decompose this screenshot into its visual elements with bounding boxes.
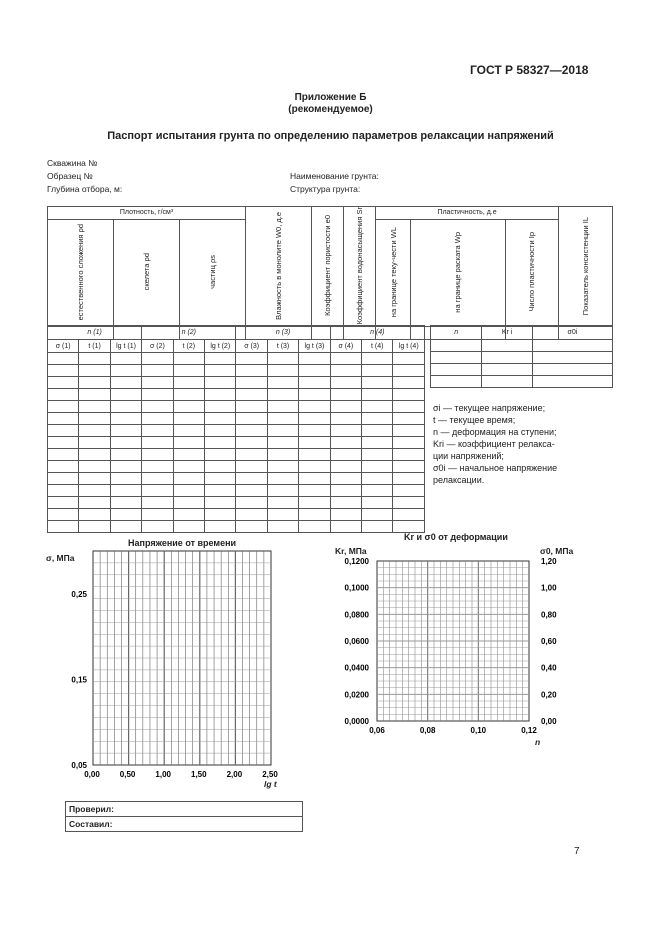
annex-title: Приложение Б bbox=[294, 92, 367, 103]
table-row bbox=[48, 473, 425, 485]
chart2-ylabel-left: Kr, МПа bbox=[335, 546, 367, 556]
chart2-ylabel-right: σ0, МПа bbox=[540, 546, 574, 556]
props-col-porosity: Коэффициент пористости e0 bbox=[311, 207, 343, 327]
chart1-ylabel: σ, МПа bbox=[46, 553, 75, 563]
chart1-xlabel: lg t bbox=[264, 779, 277, 789]
y-tick-label-left: 0,0200 bbox=[344, 690, 369, 700]
col-sigma2: σ (2) bbox=[142, 340, 173, 353]
field-depth: Глубина отбора, м: bbox=[47, 184, 123, 194]
props-col-particle-density: частиц ρs bbox=[180, 219, 246, 326]
table-row bbox=[48, 353, 425, 365]
y-tick-label-left: 0,1200 bbox=[344, 557, 369, 566]
y-tick-label-left: 0,1000 bbox=[344, 583, 369, 593]
legend-line: σi — текущее напряжение; bbox=[433, 403, 546, 413]
y-tick-label-right: 1,20 bbox=[541, 557, 557, 566]
x-tick-label: 0,08 bbox=[419, 726, 436, 735]
y-tick-label-left: 0,0000 bbox=[344, 717, 369, 726]
table-row bbox=[431, 364, 613, 376]
y-tick-label-left: 0,0400 bbox=[344, 663, 369, 673]
chart1-title: Напряжение от времени bbox=[128, 538, 237, 548]
y-tick-label-right: 0,60 bbox=[541, 637, 557, 646]
props-col-plasticity-index: Число пластичности Ip bbox=[505, 219, 558, 326]
x-tick-label: 0,50 bbox=[119, 770, 136, 779]
legend-line: ции напряжений; bbox=[433, 451, 504, 461]
group-n3: n (3) bbox=[236, 326, 330, 340]
chart2-title: Kr и σ0 от деформации bbox=[404, 532, 508, 542]
y-tick-label: 0,05 bbox=[71, 761, 87, 770]
table-row bbox=[48, 401, 425, 413]
col-sigma1: σ (1) bbox=[48, 340, 79, 353]
standard-number: ГОСТ Р 58327—2018 bbox=[470, 63, 589, 77]
props-col-moisture: Влажность в монолите W0, д.е bbox=[246, 207, 312, 327]
table-row bbox=[48, 485, 425, 497]
chart-kr-sigma-deformation bbox=[330, 553, 580, 743]
table-row bbox=[48, 521, 425, 533]
table-row bbox=[48, 377, 425, 389]
kcol-sigma0: σ0i bbox=[532, 326, 612, 340]
table-row bbox=[48, 425, 425, 437]
props-col-liquid-limit: на границе теку-чести WL bbox=[376, 219, 410, 326]
kcol-kr: Kr i bbox=[482, 326, 532, 340]
col-lgt3: lg t (3) bbox=[299, 340, 330, 353]
kcol-n: n bbox=[431, 326, 482, 340]
legend-line: Kri — коэффициент релакса- bbox=[433, 439, 555, 449]
col-t3: t (3) bbox=[267, 340, 298, 353]
annex-subtitle: (рекомендуемое) bbox=[288, 104, 373, 115]
table-row bbox=[431, 340, 613, 352]
y-tick-label: 0,25 bbox=[71, 589, 87, 599]
props-col-consistency: Показатель консистенции IL bbox=[558, 207, 612, 327]
y-tick-label: 0,15 bbox=[71, 675, 87, 685]
props-col-saturation: Коэффициент водонасыщения Sr bbox=[344, 207, 376, 327]
col-t4: t (4) bbox=[362, 340, 393, 353]
chart-stress-time bbox=[40, 545, 300, 795]
props-col-plastic-limit: на границе раската Wp bbox=[410, 219, 505, 326]
legend-line: σ0i — начальное напряжение bbox=[433, 463, 558, 473]
field-sample: Образец № bbox=[47, 171, 93, 181]
col-lgt4: lg t (4) bbox=[393, 340, 425, 353]
doc-title: Паспорт испытания грунта по определению параметров релаксации напряжений bbox=[107, 130, 554, 142]
table-row bbox=[48, 449, 425, 461]
y-tick-label-right: 0,40 bbox=[541, 663, 557, 673]
x-tick-label: 1,50 bbox=[191, 770, 207, 779]
col-sigma3: σ (3) bbox=[236, 340, 267, 353]
signature-table bbox=[65, 801, 303, 832]
legend bbox=[433, 402, 613, 486]
k-table bbox=[430, 325, 613, 388]
col-sigma4: σ (4) bbox=[330, 340, 361, 353]
col-lgt1: lg t (1) bbox=[110, 340, 141, 353]
y-tick-label-right: 0,80 bbox=[541, 610, 557, 620]
legend-line: t — текущее время; bbox=[433, 415, 516, 425]
table-row bbox=[431, 376, 613, 388]
col-t1: t (1) bbox=[79, 340, 110, 353]
group-n2: n (2) bbox=[142, 326, 236, 340]
table-row bbox=[48, 389, 425, 401]
group-n4: n (4) bbox=[330, 326, 424, 340]
signature-checked: Проверил: bbox=[66, 802, 303, 817]
group-n1: n (1) bbox=[48, 326, 142, 340]
signature-compiled: Составил: bbox=[66, 817, 303, 832]
y-tick-label-left: 0,0600 bbox=[344, 637, 369, 646]
table-row bbox=[48, 461, 425, 473]
field-structure: Структура грунта: bbox=[290, 184, 361, 194]
table-row bbox=[431, 352, 613, 364]
chart2-xlabel: n bbox=[535, 737, 541, 747]
x-tick-label: 0,12 bbox=[521, 726, 537, 735]
table-row bbox=[48, 509, 425, 521]
x-tick-label: 0,10 bbox=[470, 726, 487, 735]
x-tick-label: 0,00 bbox=[84, 770, 100, 779]
props-col-natural-density: естественного сложения ρd bbox=[48, 219, 114, 326]
legend-line: n — деформация на ступени; bbox=[433, 427, 557, 437]
props-col-dry-density: скелета ρd bbox=[113, 219, 180, 326]
relaxation-table bbox=[47, 325, 425, 533]
x-tick-label: 2,50 bbox=[262, 770, 278, 779]
y-tick-label-left: 0,0800 bbox=[344, 610, 369, 620]
y-tick-label-right: 1,00 bbox=[541, 583, 557, 593]
legend-line: релаксации. bbox=[433, 475, 485, 485]
x-tick-label: 1,00 bbox=[155, 770, 171, 779]
col-t2: t (2) bbox=[173, 340, 204, 353]
x-tick-label: 2,00 bbox=[226, 770, 243, 779]
plasticity-group-header: Пластичность, д.е bbox=[376, 207, 558, 220]
field-soil-name: Наименование грунта: bbox=[290, 171, 379, 181]
y-tick-label-right: 0,00 bbox=[541, 717, 557, 726]
table-row bbox=[48, 437, 425, 449]
table-row bbox=[48, 497, 425, 509]
y-tick-label-right: 0,20 bbox=[541, 690, 557, 700]
table-row bbox=[48, 365, 425, 377]
field-well: Скважина № bbox=[47, 158, 98, 168]
page-number: 7 bbox=[574, 846, 580, 857]
density-group-header: Плотность, г/см³ bbox=[48, 207, 246, 220]
soil-properties-table bbox=[47, 206, 613, 340]
col-lgt2: lg t (2) bbox=[205, 340, 236, 353]
table-row bbox=[48, 413, 425, 425]
x-tick-label: 0,06 bbox=[369, 726, 385, 735]
